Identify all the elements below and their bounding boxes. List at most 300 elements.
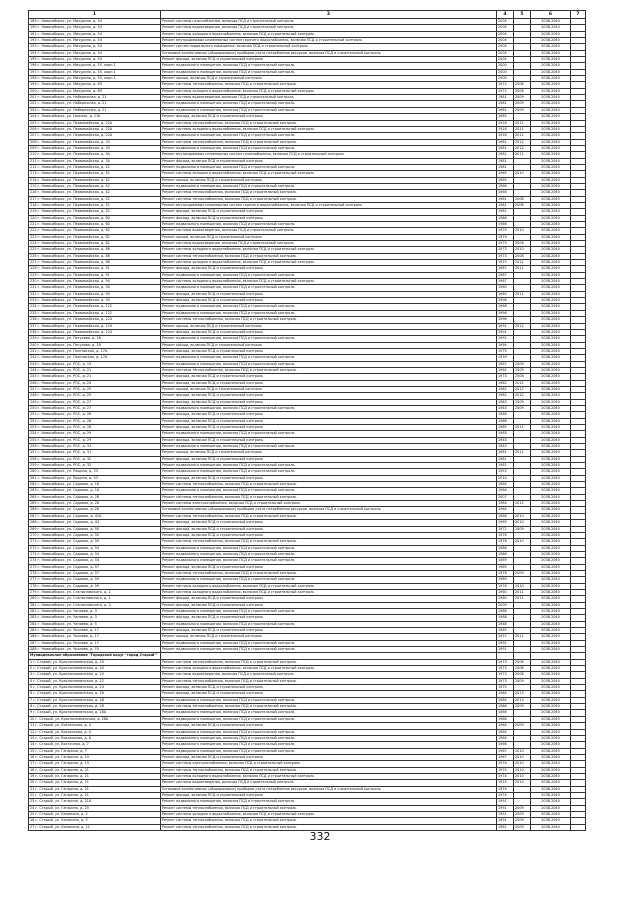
table-cell: Ремонт фасада, включая ПСД и строительный контроль: [161, 380, 497, 386]
table-cell: Ремонт подвального помещения, включая ПСД и строительный контроль: [161, 285, 497, 291]
table-cell: 26 г. Старый, ул. Калинина, д. 2: [29, 818, 161, 824]
table-cell: 1982: [497, 393, 514, 399]
table-cell: 1979: [497, 234, 514, 240]
table-cell: 2038-2040: [531, 735, 571, 741]
table-cell: 214 г. Новосибирск, ул. Первомайская, д. 42: [29, 177, 161, 183]
table-cell: 2038-2040: [531, 666, 571, 672]
table-cell: 2012: [514, 393, 531, 399]
table-cell: Ремонт системы холодного водоснабжения, включая ПСД и строительный контроль: [161, 126, 497, 132]
table-cell: 2008: [514, 253, 531, 259]
table-cell: 2038-2040: [531, 615, 571, 621]
table-cell: Ремонт фасада, включая ПСД и строительный контроль: [161, 418, 497, 424]
table-cell: Ремонт подвального помещения, включая ПСД и строительный контроль: [161, 799, 497, 805]
table-cell: 239 г. Новосибирск, ул. Петухова, д. 18: [29, 336, 161, 342]
table-cell: Ремонт системы теплоснабжения, включая ПСД и строительный контроль: [161, 767, 497, 773]
table-cell: Ремонт подвального помещения, включая ПСД и строительный контроль: [161, 304, 497, 310]
table-cell: 2038-2040: [531, 659, 571, 665]
table-cell: 1961: [497, 824, 514, 830]
table-cell: Ремонт крыши, включая ПСД и строительный контроль: [161, 76, 497, 82]
table-cell: 1988: [497, 615, 514, 621]
table-cell: 2009: [514, 107, 531, 113]
table-cell: 1973: [497, 659, 514, 665]
table-cell: 2038-2040: [531, 317, 571, 323]
table-cell: 2010: [514, 228, 531, 234]
table-cell: 1964: [497, 507, 514, 513]
table-cell: 1996: [497, 310, 514, 316]
table-cell: 2038-2040: [531, 50, 571, 56]
table-cell: 2009: [497, 602, 514, 608]
table-cell: Ремонт системы теплоснабжения, включая ПСД и строительный контроль: [161, 678, 497, 684]
table-cell: 2038-2040: [531, 380, 571, 386]
table-cell: Ремонт системы холодного водоснабжения, включая ПСД и строительный контроль: [161, 31, 497, 37]
table-cell: 1966: [497, 742, 514, 748]
table-cell: 213 г. Новосибирск, ул. Первомайская, д. 42: [29, 171, 161, 177]
table-cell: 1985: [497, 114, 514, 120]
table-cell: 9 г. Старый, ул. Краснознаменская, д. 28А: [29, 710, 161, 716]
table-cell: 2010: [514, 773, 531, 779]
table-cell: 2000: [497, 63, 514, 69]
table-cell: 2038-2040: [531, 634, 571, 640]
table-cell: 1987: [497, 272, 514, 278]
table-cell: 2008: [514, 202, 531, 208]
table-cell: 282 г. Новосибирск, ул. Чапаева, д. 3: [29, 608, 161, 614]
table-cell: 287 г. Новосибирск, ул. Чкалова, д. 17: [29, 640, 161, 646]
table-cell: 2013: [514, 691, 531, 697]
table-cell: 206 г. Новосибирск, ул. Первомайская, д. 22А: [29, 126, 161, 132]
table-cell: 2004: [497, 50, 514, 56]
table-cell: 2038-2040: [531, 361, 571, 367]
repair-schedule-table: [28, 10, 586, 831]
table-cell: Ремонт системы холодного водоснабжения, включая ПСД и строительный контроль: [161, 171, 497, 177]
table-cell: Ремонт системы теплоснабжения, включая ПСД и строительный контроль: [161, 704, 497, 710]
table-cell: 2038-2040: [531, 69, 571, 75]
table-cell: 207 г. Новосибирск, ул. Первомайская, д. 22А: [29, 133, 161, 139]
table-cell: 2009: [514, 95, 531, 101]
table-cell: 2038-2040: [531, 704, 571, 710]
table-cell: 2038-2040: [531, 475, 571, 481]
table-cell: 2038-2040: [531, 818, 571, 824]
table-cell: Ремонт фасада, включая ПСД и строительный контроль: [161, 723, 497, 729]
table-cell: 1983: [497, 399, 514, 405]
table-cell: 1988: [497, 608, 514, 614]
table-cell: Муниципальное образование "Городской округ "город Старый"": [29, 653, 161, 659]
table-cell: 1979: [497, 228, 514, 234]
table-cell: 234 г. Новосибирск, ул. Первомайская, д. 122: [29, 304, 161, 310]
table-cell: Ремонт крыши, включая ПСД и строительный контроль: [161, 177, 497, 183]
table-cell: 1968: [497, 304, 514, 310]
table-cell: Ремонт подвального помещения, включая ПСД и строительный контроль: [161, 336, 497, 342]
table-cell: 262 г. Новосибирск, ул. Садовая, д. 16: [29, 482, 161, 488]
table-cell: 2009: [514, 811, 531, 817]
table-cell: 1983: [497, 405, 514, 411]
table-cell: 2038-2040: [531, 44, 571, 50]
table-cell: 2000: [497, 69, 514, 75]
table-cell: 2038-2040: [531, 298, 571, 304]
table-cell: 25 г. Старый, ул. Калинина, д. 2: [29, 811, 161, 817]
table-cell: 253 г. Новосибирск, ул. РОС, д. 28: [29, 425, 161, 431]
table-cell: 1991: [497, 818, 514, 824]
table-cell: 1991: [497, 799, 514, 805]
table-cell: Ремонт подвального помещения, включая ПСД и строительный контроль: [161, 444, 497, 450]
table-cell: Ремонт системы холодного водоснабжения, включая ПСД и строительный контроль: [161, 279, 497, 285]
table-cell: 2038-2040: [531, 177, 571, 183]
table-cell: 1989: [497, 577, 514, 583]
table-cell: 1989: [497, 564, 514, 570]
table-cell: 223 г. Новосибирск, ул. Первомайская, д. 82: [29, 234, 161, 240]
table-cell: Ремонт системы холодного водоснабжения, включая ПСД и строительный контроль: [161, 589, 497, 595]
table-cell: Ремонт системы холодного водоснабжения, включая ПСД и строительный контроль: [161, 811, 497, 817]
table-cell: 2038-2040: [531, 589, 571, 595]
table-cell: Ремонт системы теплоснабжения, включая ПСД и строительный контроль: [161, 824, 497, 830]
table-cell: 2012: [514, 380, 531, 386]
table-cell: 1991: [497, 805, 514, 811]
table-cell: 228 г. Новосибирск, ул. Первомайская, д. 91: [29, 266, 161, 272]
table-cell: 1987: [497, 279, 514, 285]
table-cell: 2038-2040: [531, 570, 571, 576]
table-cell: 2011: [514, 133, 531, 139]
table-cell: 1986: [497, 716, 514, 722]
table-cell: Ремонт системы теплоснабжения, включая ПСД и строительный контроль: [161, 513, 497, 519]
table-cell: 2009: [514, 678, 531, 684]
table-cell: 2008: [514, 374, 531, 380]
table-cell: 252 г. Новосибирск, ул. РОС, д. 28: [29, 418, 161, 424]
table-cell: 23 г. Старый, ул. Гагарина, д. 21А: [29, 799, 161, 805]
table-cell: Ремонт внутридомовых инженерных систем горячего водоснабжения, включая ПСД и строительный контроль: [161, 38, 497, 44]
table-cell: 2038-2040: [531, 133, 571, 139]
table-cell: 2038-2040: [531, 25, 571, 31]
table-cell: 5 г. Старый, ул. Краснознаменская, д. 24: [29, 685, 161, 691]
table-cell: Ремонт подвального помещения, включая ПСД и строительный контроль: [161, 431, 497, 437]
table-cell: 1981: [497, 196, 514, 202]
table-cell: 227 г. Новосибирск, ул. Первомайская, д. 86: [29, 260, 161, 266]
table-cell: 2008: [514, 659, 531, 665]
table-cell: 2038-2040: [531, 88, 571, 94]
table-cell: 222 г. Новосибирск, ул. Первомайская, д. 62: [29, 228, 161, 234]
table-cell: 2038-2040: [531, 374, 571, 380]
table-cell: Ремонт системы теплоснабжения, включая ПСД и строительный контроль: [161, 818, 497, 824]
table-cell: 1991: [497, 323, 514, 329]
table-cell: Ремонт фасада, включая ПСД и строительный контроль: [161, 374, 497, 380]
table-cell: 7 г. Старый, ул. Краснознаменская, д. 28: [29, 697, 161, 703]
table-cell: 2038-2040: [531, 412, 571, 418]
table-cell: 1965: [497, 177, 514, 183]
table-cell: 2038-2040: [531, 577, 571, 583]
table-cell: Ремонт фасада, включая ПСД и строительный контроль: [161, 393, 497, 399]
table-cell: 2000: [497, 76, 514, 82]
table-cell: 2038-2040: [531, 260, 571, 266]
table-cell: Ремонт системы холодного водоснабжения, включая ПСД и строительный контроль: [161, 88, 497, 94]
table-cell: 2038-2040: [531, 76, 571, 82]
table-cell: 250 г. Новосибирск, ул. РОС, д. 27: [29, 405, 161, 411]
table-cell: 1964: [497, 501, 514, 507]
table-cell: 280 г. Новосибирск, ул. Станиславского, д. 1: [29, 596, 161, 602]
table-cell: 270 г. Новосибирск, ул. Садовая, д. 50: [29, 532, 161, 538]
table-cell: 2038-2040: [531, 678, 571, 684]
table-cell: 2038-2040: [531, 792, 571, 798]
table-cell: 275 г. Новосибирск, ул. Садовая, д. 57: [29, 564, 161, 570]
table-cell: Ремонт фасада, включая ПСД и строительный контроль: [161, 209, 497, 215]
table-row: [29, 126, 586, 132]
table-cell: 2009: [514, 704, 531, 710]
table-cell: 2038-2040: [531, 405, 571, 411]
table-cell: 278 г. Новосибирск, ул. Садовая, д. 59: [29, 583, 161, 589]
table-cell: 2038-2040: [531, 386, 571, 392]
table-cell: 1991: [497, 647, 514, 653]
table-cell: 20 г. Старый, ул. Гагарина, д. 21: [29, 780, 161, 786]
table-cell: Установка коллективных (общедомовых) приборов учета потребления ресурсов, включая ПСД и строительный контроль: [161, 786, 497, 792]
table-cell: 279 г. Новосибирск, ул. Станиславского, д. 1: [29, 589, 161, 595]
table-cell: 2010: [514, 761, 531, 767]
table-cell: 264 г. Новосибирск, ул. Садовая, д. 28: [29, 494, 161, 500]
table-cell: Ремонт фасада, включая ПСД и строительный контроль: [161, 291, 497, 297]
table-cell: Ремонт фасада, включая ПСД и строительный контроль: [161, 158, 497, 164]
table-cell: 2038-2040: [531, 545, 571, 551]
table-cell: 281 г. Новосибирск, ул. Станиславского, д. 3: [29, 602, 161, 608]
table-cell: 2008: [514, 241, 531, 247]
table-cell: 1981: [497, 107, 514, 113]
table-cell: Ремонт подвального помещения, включая ПСД и строительный контроль: [161, 272, 497, 278]
table-cell: 2038-2040: [531, 811, 571, 817]
table-cell: 2038-2040: [531, 628, 571, 634]
table-cell: Ремонт подвального помещения, включая ПСД и строительный контроль: [161, 107, 497, 113]
table-cell: 251 г. Новосибирск, ул. РОС, д. 28: [29, 412, 161, 418]
table-cell: 257 г. Новосибирск, ул. РОС, д. 31: [29, 450, 161, 456]
table-cell: 2038-2040: [531, 164, 571, 170]
table-cell: 2012: [514, 260, 531, 266]
table-cell: 211 г. Новосибирск, ул. Первомайская, д. 34: [29, 158, 161, 164]
table-cell: 226 г. Новосибирск, ул. Первомайская, д. 86: [29, 253, 161, 259]
table-cell: Ремонт подвального помещения, включая ПСД и строительный контроль: [161, 355, 497, 361]
table-cell: 246 г. Новосибирск, ул. РОС, д. 24: [29, 380, 161, 386]
table-cell: Ремонт системы теплоснабжения, включая ПСД и строительный контроль: [161, 196, 497, 202]
table-cell: Ремонт системы холодного водоснабжения, включая ПСД и строительный контроль: [161, 666, 497, 672]
table-cell: 2038-2040: [531, 754, 571, 760]
table-cell: 1981: [497, 101, 514, 107]
table-cell: 2038-2040: [531, 31, 571, 37]
table-cell: Ремонт системы водоотведения, включая ПСД и строительный контроль: [161, 25, 497, 31]
table-cell: 236 г. Новосибирск, ул. Первомайская, д. 124: [29, 317, 161, 323]
table-cell: 8 г. Старый, ул. Краснознаменская, д. 28: [29, 704, 161, 710]
table-cell: Ремонт подвального помещения, включая ПСД и строительный контроль: [161, 463, 497, 469]
table-cell: 2038-2040: [531, 494, 571, 500]
table-cell: Ремонт фасада, включая ПСД и строительный контроль: [161, 602, 497, 608]
table-cell: 2038-2040: [531, 145, 571, 151]
table-cell: Установка коллективных (общедомовых) приборов учета потребления ресурсов, включая ПСД и строительный контроль: [161, 50, 497, 56]
table-cell: Ремонт фасада, включая ПСД и строительный контроль: [161, 425, 497, 431]
table-cell: 1974: [497, 780, 514, 786]
table-cell: Ремонт фасада, включая ПСД и строительный контроль: [161, 215, 497, 221]
table-cell: 1960: [497, 596, 514, 602]
table-cell: 1981: [497, 209, 514, 215]
table-cell: 237 г. Новосибирск, ул. Первомайская, д. 124: [29, 323, 161, 329]
table-cell: 1957: [497, 634, 514, 640]
table-cell: Ремонт подвального помещения, включая ПСД и строительный контроль: [161, 621, 497, 627]
table-cell: 2010: [514, 539, 531, 545]
table-cell: 1 г. Старый, ул. Краснознаменская, д. 20: [29, 659, 161, 665]
table-cell: 2010: [514, 767, 531, 773]
header-col-5: 5: [514, 11, 531, 19]
table-cell: 215 г. Новосибирск, ул. Первомайская, д. 42: [29, 183, 161, 189]
table-cell: 1987: [497, 266, 514, 272]
table-cell: 2038-2040: [531, 564, 571, 570]
table-cell: 268 г. Новосибирск, ул. Садовая, д. 43: [29, 520, 161, 526]
table-cell: Ремонт фасада, включая ПСД и строительный контроль: [161, 596, 497, 602]
table-cell: 2014: [497, 475, 514, 481]
header-col-4: 4: [497, 11, 514, 19]
table-cell: 2038-2040: [531, 202, 571, 208]
table-cell: 2038-2040: [531, 691, 571, 697]
table-cell: 2038-2040: [531, 425, 571, 431]
table-cell: 1979: [497, 241, 514, 247]
table-cell: Ремонт крыши, включая ПСД и строительный контроль: [161, 342, 497, 348]
table-cell: 2004: [497, 31, 514, 37]
table-cell: 1974: [497, 792, 514, 798]
table-cell: Ремонт подвального помещения, включая ПСД и строительный контроль: [161, 697, 497, 703]
table-cell: 221 г. Новосибирск, ул. Первомайская, д. 60: [29, 222, 161, 228]
table-cell: 1991: [497, 336, 514, 342]
table-cell: Ремонт крыши, включая ПСД и строительный контроль: [161, 323, 497, 329]
document-table-wrapper: [28, 10, 585, 831]
table-cell: 2038-2040: [531, 463, 571, 469]
table-cell: Ремонт подвального помещения, включая ПСД и строительный контроль: [161, 710, 497, 716]
table-cell: Ремонт подвального помещения, включая ПСД и строительный контроль: [161, 133, 497, 139]
table-cell: 2038-2040: [531, 241, 571, 247]
table-cell: 2038-2040: [531, 418, 571, 424]
table-cell: 1992: [497, 640, 514, 646]
table-cell: Ремонт системы теплоснабжения, включая ПСД и строительный контроль: [161, 317, 497, 323]
table-cell: 274 г. Новосибирск, ул. Садовая, д. 54: [29, 558, 161, 564]
table-cell: 2038-2040: [531, 183, 571, 189]
table-cell: 2009: [514, 101, 531, 107]
table-cell: 2038-2040: [531, 107, 571, 113]
table-cell: 2038-2040: [531, 19, 571, 25]
table-cell: 2009: [514, 367, 531, 373]
table-cell: 1968: [497, 513, 514, 519]
table-cell: 272 г. Новосибирск, ул. Садовая, д. 54: [29, 545, 161, 551]
table-cell: Ремонт подвального помещения, включая ПСД и строительный контроль: [161, 640, 497, 646]
table-cell: 2010: [514, 520, 531, 526]
table-cell: 2038-2040: [531, 171, 571, 177]
table-cell: 1981: [497, 456, 514, 462]
table-cell: 19 г. Старый, ул. Гагарина, д. 21: [29, 773, 161, 779]
table-cell: Ремонт систем подвального помещения, включая ПСД и строительный контроль: [161, 44, 497, 50]
table-cell: Ремонт крыши, включая ПСД и строительный контроль: [161, 634, 497, 640]
table-cell: 13 г. Старый, ул. Вокзальная, д. 6: [29, 735, 161, 741]
table-cell: 190 г. Новосибирск, ул. Мичурина, д. 54: [29, 25, 161, 31]
table-cell: 2038-2040: [531, 367, 571, 373]
table-cell: 2038-2040: [531, 323, 571, 329]
table-cell: 1985: [497, 431, 514, 437]
table-cell: 1939: [497, 355, 514, 361]
table-cell: 1981: [497, 164, 514, 170]
table-cell: Ремонт фасада, включая ПСД и строительный контроль: [161, 298, 497, 304]
table-cell: 259 г. Новосибирск, ул. РОС, д. 32: [29, 463, 161, 469]
table-cell: 241 г. Новосибирск, ул. Полтавская, д. 17А: [29, 348, 161, 354]
table-cell: 2011: [514, 266, 531, 272]
table-cell: 2009: [514, 818, 531, 824]
header-col-6: 6: [531, 11, 571, 19]
table-cell: 1973: [497, 253, 514, 259]
table-cell: 2038-2040: [531, 190, 571, 196]
table-cell: 1966: [497, 183, 514, 189]
table-cell: 230 г. Новосибирск, ул. Первомайская, д. 94: [29, 279, 161, 285]
table-cell: 229 г. Новосибирск, ул. Первомайская, д. 91: [29, 272, 161, 278]
table-cell: 194 г. Новосибирск, ул. Мичурина, д. 54: [29, 50, 161, 56]
table-cell: 14 г. Старый, ул. Восточная, д. 7: [29, 742, 161, 748]
table-cell: 2038-2040: [531, 501, 571, 507]
table-cell: 3 г. Старый, ул. Краснознаменская, д. 20: [29, 672, 161, 678]
table-cell: Ремонт системы газоснабжения, включая ПСД и строительный контроль: [161, 19, 497, 25]
table-cell: Ремонт системы водоотведения, включая ПСД и строительный контроль: [161, 241, 497, 247]
table-cell: 265 г. Новосибирск, ул. Садовая, д. 28: [29, 501, 161, 507]
table-cell: 15 г. Старый, ул. Гагарина, д. 7: [29, 748, 161, 754]
table-cell: 6 г. Старый, ул. Краснознаменская, д. 26: [29, 691, 161, 697]
table-cell: Ремонт фасада, включая ПСД и строительный контроль: [161, 329, 497, 335]
table-cell: 273 г. Новосибирск, ул. Садовая, д. 54: [29, 551, 161, 557]
table-cell: 1965: [497, 171, 514, 177]
table-cell: 2038-2040: [531, 551, 571, 557]
table-cell: 191 г. Новосибирск, ул. Мичурина, д. 54: [29, 31, 161, 37]
table-cell: 2038-2040: [531, 247, 571, 253]
table-cell: 2011: [514, 152, 531, 158]
table-cell: 1973: [497, 374, 514, 380]
table-cell: 2038-2040: [531, 291, 571, 297]
table-cell: 202 г. Новосибирск, ул. Набережная, д. 21: [29, 101, 161, 107]
table-cell: 1973: [497, 678, 514, 684]
table-cell: 2038-2040: [531, 431, 571, 437]
table-cell: 1986: [497, 704, 514, 710]
table-cell: 2038-2040: [531, 697, 571, 703]
table-cell: Установка коллективных (общедомовых) приборов учета потребления ресурсов, включая ПСД и строительный контроль: [161, 507, 497, 513]
table-cell: 260 г. Новосибирск, ул. Рощина, д. 33: [29, 469, 161, 475]
table-cell: 2004: [497, 19, 514, 25]
table-cell: 1982: [497, 380, 514, 386]
table-cell: Ремонт фасада, включая ПСД и строительный контроль: [161, 754, 497, 760]
table-cell: 1964: [497, 735, 514, 741]
table-cell: Ремонт подвального помещения, включая ПСД и строительный контроль: [161, 361, 497, 367]
table-cell: 243 г. Новосибирск, ул. РОС, д. 19: [29, 361, 161, 367]
table-cell: Ремонт фасада, включая ПСД и строительный контроль: [161, 399, 497, 405]
table-cell: 254 г. Новосибирск, ул. РОС, д. 29: [29, 431, 161, 437]
table-cell: 2004: [497, 44, 514, 50]
table-cell: 2038-2040: [531, 342, 571, 348]
table-cell: 2038-2040: [531, 456, 571, 462]
table-cell: 200 г. Новосибирск, ул. Мичурина, д. 69: [29, 88, 161, 94]
table-cell: Ремонт подвального помещения, включая ПСД и строительный контроль: [161, 608, 497, 614]
table-cell: 2008: [514, 196, 531, 202]
table-cell: Ремонт внутридомовых инженерных систем горячего водоснабжения, включая ПСД и строительный контроль: [161, 202, 497, 208]
table-cell: 2011: [514, 120, 531, 126]
table-cell: 2038-2040: [531, 82, 571, 88]
table-cell: 2038-2040: [531, 355, 571, 361]
table-cell: 1981: [497, 95, 514, 101]
table-cell: Ремонт внутридомовых инженерных систем газоснабжения, включая ПСД и строительный контроль: [161, 152, 497, 158]
table-cell: 2038-2040: [531, 761, 571, 767]
table-cell: 244 г. Новосибирск, ул. РОС, д. 21: [29, 367, 161, 373]
table-cell: 2013: [514, 697, 531, 703]
table-cell: 231 г. Новосибирск, ул. Первомайская, д. 94: [29, 285, 161, 291]
table-cell: 2009: [514, 526, 531, 532]
table-cell: 2038-2040: [531, 139, 571, 145]
table-cell: 1974: [497, 786, 514, 792]
table-cell: 2011: [514, 291, 531, 297]
table-cell: 1988: [497, 621, 514, 627]
table-cell: 2011: [514, 126, 531, 132]
table-cell: 204 г. Новосибирск, ул. Нижняя, д. 11Б: [29, 114, 161, 120]
table-cell: Ремонт фасада, включая ПСД и строительный контроль: [161, 437, 497, 443]
table-cell: 2038-2040: [531, 539, 571, 545]
table-cell: 283 г. Новосибирск, ул. Чапаева, д. 3: [29, 615, 161, 621]
